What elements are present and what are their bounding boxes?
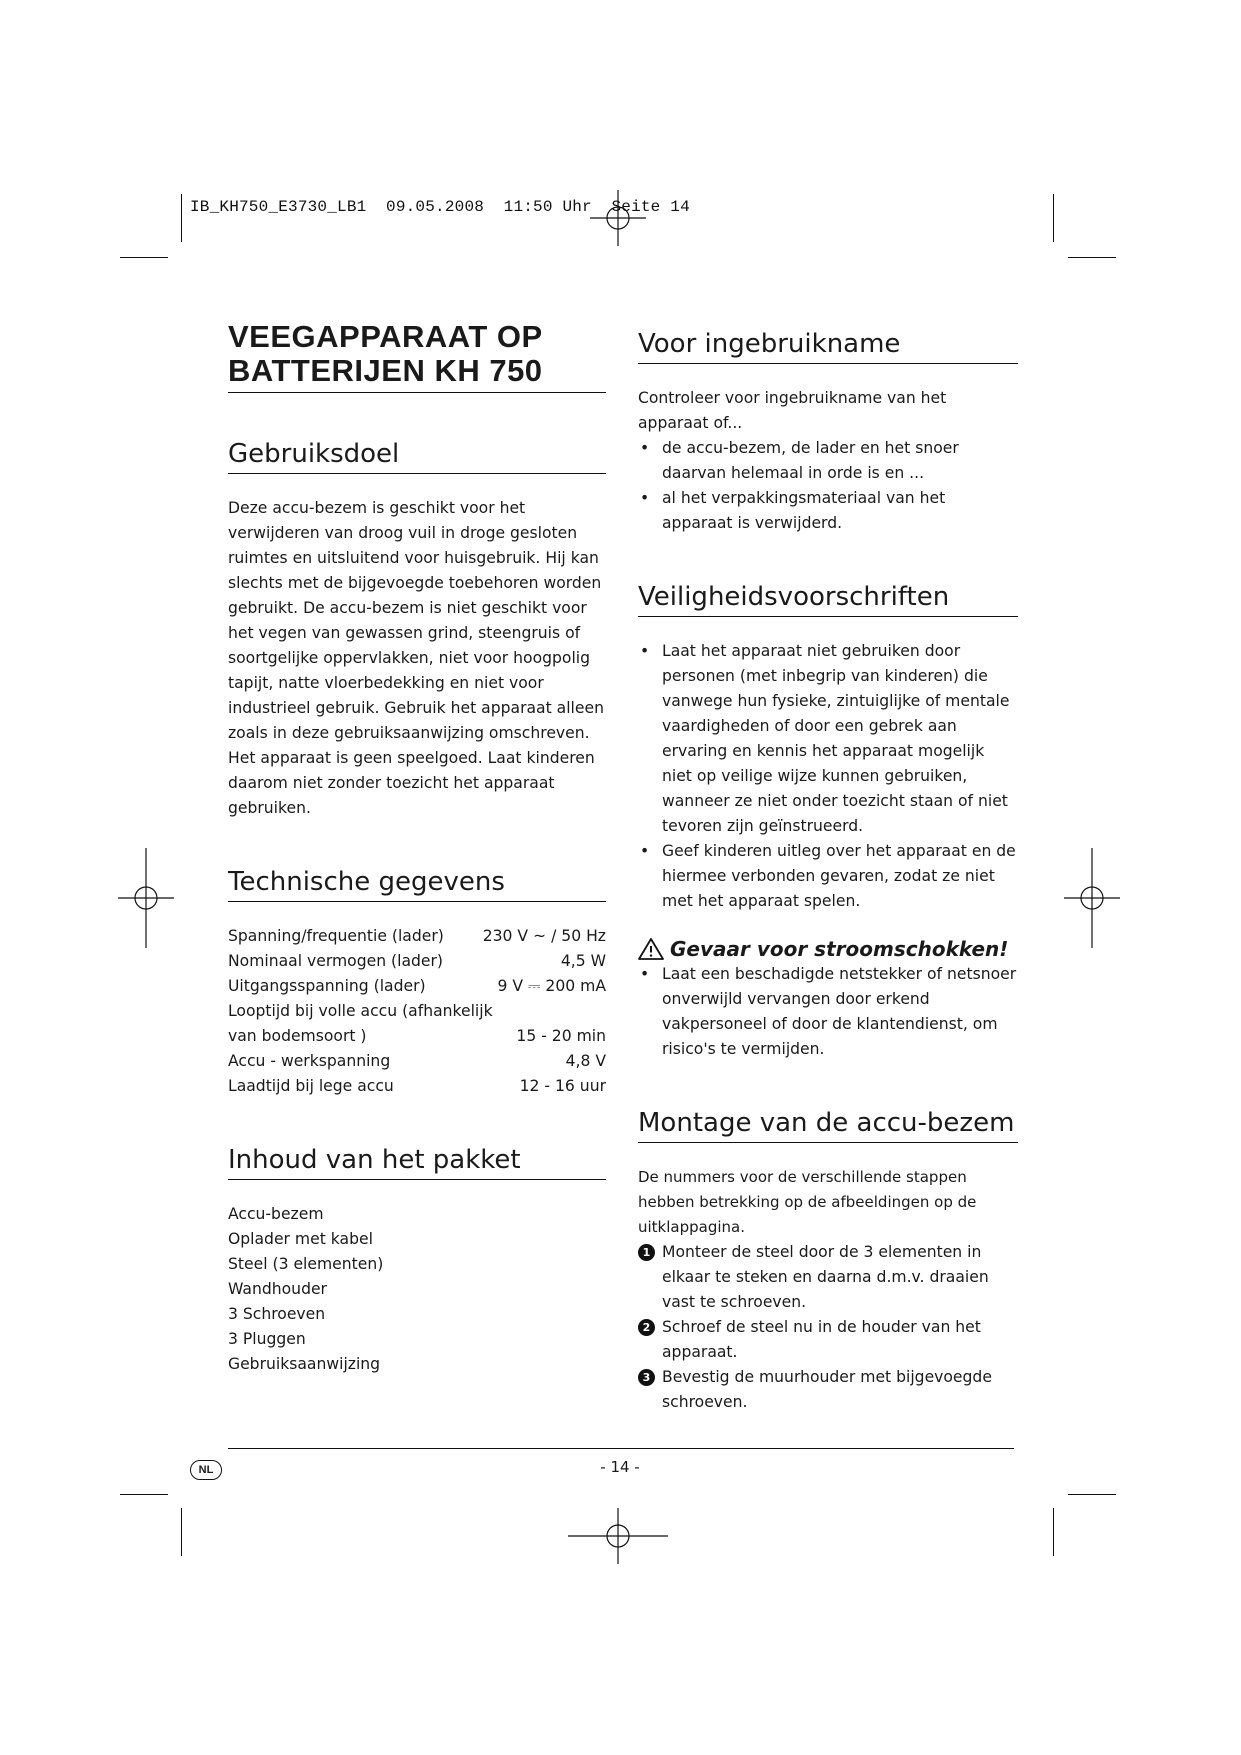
step-item: 1 Monteer de steel door de 3 elementen in elkaar te steken en daarna d.m.v. draaien vast te schroeven. xyxy=(638,1240,1018,1315)
left-column xyxy=(228,320,606,1377)
crop-mark xyxy=(181,1508,182,1556)
crop-mark xyxy=(1068,257,1116,258)
list-item: Accu-bezem xyxy=(228,1205,324,1223)
voor-intro: Controleer voor ingebruikname van het apparaat of... xyxy=(638,389,947,432)
list-item: • de accu-bezem, de lader en het snoer daarvan helemaal in orde is en ... xyxy=(638,436,1018,486)
step-item: 3 Bevestig de muurhouder met bijgevoegde schroeven. xyxy=(638,1365,1018,1415)
print-slug: IB_KH750_E3730_LB1 09.05.2008 11:50 Uhr Seite 14 xyxy=(190,198,690,216)
crop-mark xyxy=(1068,1494,1116,1495)
tech-row: Uitgangsspanning (lader) 9 V ⎓ 200 mA xyxy=(228,977,606,995)
section-heading-montage: Montage van de accu-bezem xyxy=(638,1106,1018,1143)
tech-row: van bodemsoort ) 15 - 20 min xyxy=(228,1027,606,1045)
right-column xyxy=(638,327,1018,1415)
montage-steps xyxy=(638,1240,1018,1415)
veiligheid-bullets xyxy=(638,639,1018,914)
section-heading-inhoud: Inhoud van het pakket xyxy=(228,1143,606,1180)
tech-table xyxy=(228,924,606,1099)
crop-mark xyxy=(120,257,168,258)
registration-mark-icon xyxy=(568,1508,668,1564)
list-item: Steel (3 elementen) xyxy=(228,1255,384,1273)
crop-mark xyxy=(181,194,182,242)
step-number-icon: 3 xyxy=(638,1369,655,1386)
tech-row: Accu - werkspanning 4,8 V xyxy=(228,1052,606,1070)
section-heading-technische: Technische gegevens xyxy=(228,865,606,902)
page-number: - 14 - xyxy=(600,1458,640,1476)
warning-bullets xyxy=(638,962,1018,1062)
tech-row: Looptijd bij volle accu (afhankelijk xyxy=(228,1002,493,1020)
title-line-1: VEEGAPPARAAT OP xyxy=(228,319,543,354)
list-item: • Laat het apparaat niet gebruiken door personen (met inbegrip van kinderen) die vanwege hun fysieke, zintuiglijke of mentale vaardigheden of door een gebrek aan ervaring en kennis het apparaat mogelijk niet op veilige wijze kunnen gebruiken, wanneer ze niet onder toezicht staan of niet tevoren zijn geïnstrueerd. xyxy=(638,639,1018,839)
registration-mark-icon xyxy=(1064,848,1120,948)
registration-mark-icon xyxy=(118,848,174,948)
title-line-2: BATTERIJEN KH 750 xyxy=(228,353,543,388)
warning-heading xyxy=(638,936,1018,962)
section-heading-gebruiksdoel: Gebruiksdoel xyxy=(228,437,606,474)
montage-intro: De nummers voor de verschillende stappen hebben betrekking op de afbeeldingen op de uitklappagina. xyxy=(638,1168,977,1236)
tech-row: Nominaal vermogen (lader) 4,5 W xyxy=(228,952,606,970)
list-item: 3 Schroeven xyxy=(228,1305,326,1323)
list-item: • Laat een beschadigde netstekker of netsnoer onverwijld vervangen door erkend vakpersoneel of door de klantendienst, om risico's te vermijden. xyxy=(638,962,1018,1062)
voor-bullets xyxy=(638,436,1018,536)
section-heading-voor: Voor ingebruikname xyxy=(638,327,1018,364)
crop-mark xyxy=(120,1494,168,1495)
package-contents-list xyxy=(228,1202,606,1377)
gebruiksdoel-body: Deze accu-bezem is geschikt voor het verwijderen van droog vuil in droge gesloten ruimtes en uitsluitend voor huisgebruik. Hij kan slechts met de bijgevoegde toebehoren worden gebruikt. De accu-bezem is niet geschikt voor het vegen van gewassen grind, steengruis of soortgelijke oppervlakken, niet voor hoogpolig tapijt, natte vloerbedekking en niet voor industrieel gebruik. Gebruik het apparaat alleen zoals in deze gebruiksaanwijzing omschreven. Het apparaat is geen speelgoed. Laat kinderen daarom niet zonder toezicht het apparaat gebruiken. xyxy=(228,499,604,817)
list-item: • Geef kinderen uitleg over het apparaat en de hiermee verbonden gevaren, zodat ze niet met het apparaat spelen. xyxy=(638,839,1018,914)
warning-title: Gevaar voor stroomschokken! xyxy=(670,937,1009,961)
step-number-icon: 2 xyxy=(638,1319,655,1336)
list-item: 3 Pluggen xyxy=(228,1330,306,1348)
footer-divider xyxy=(228,1448,1014,1449)
language-badge: NL xyxy=(190,1460,222,1480)
tech-row: Spanning/frequentie (lader) 230 V ~ / 50 Hz xyxy=(228,927,606,945)
crop-mark xyxy=(1053,194,1054,242)
tech-row: Laadtijd bij lege accu 12 - 16 uur xyxy=(228,1077,606,1095)
list-item: Wandhouder xyxy=(228,1280,327,1298)
list-item: • al het verpakkingsmateriaal van het apparaat is verwijderd. xyxy=(638,486,1018,536)
crop-mark xyxy=(1053,1508,1054,1556)
list-item: Gebruiksaanwijzing xyxy=(228,1355,381,1373)
registration-mark-icon xyxy=(590,190,646,246)
page-title xyxy=(228,320,606,393)
step-number-icon: 1 xyxy=(638,1244,655,1261)
step-item: 2 Schroef de steel nu in de houder van het apparaat. xyxy=(638,1315,1018,1365)
section-heading-veiligheid: Veiligheidsvoorschriften xyxy=(638,580,1018,617)
list-item: Oplader met kabel xyxy=(228,1230,373,1248)
warning-triangle-icon xyxy=(638,938,664,960)
